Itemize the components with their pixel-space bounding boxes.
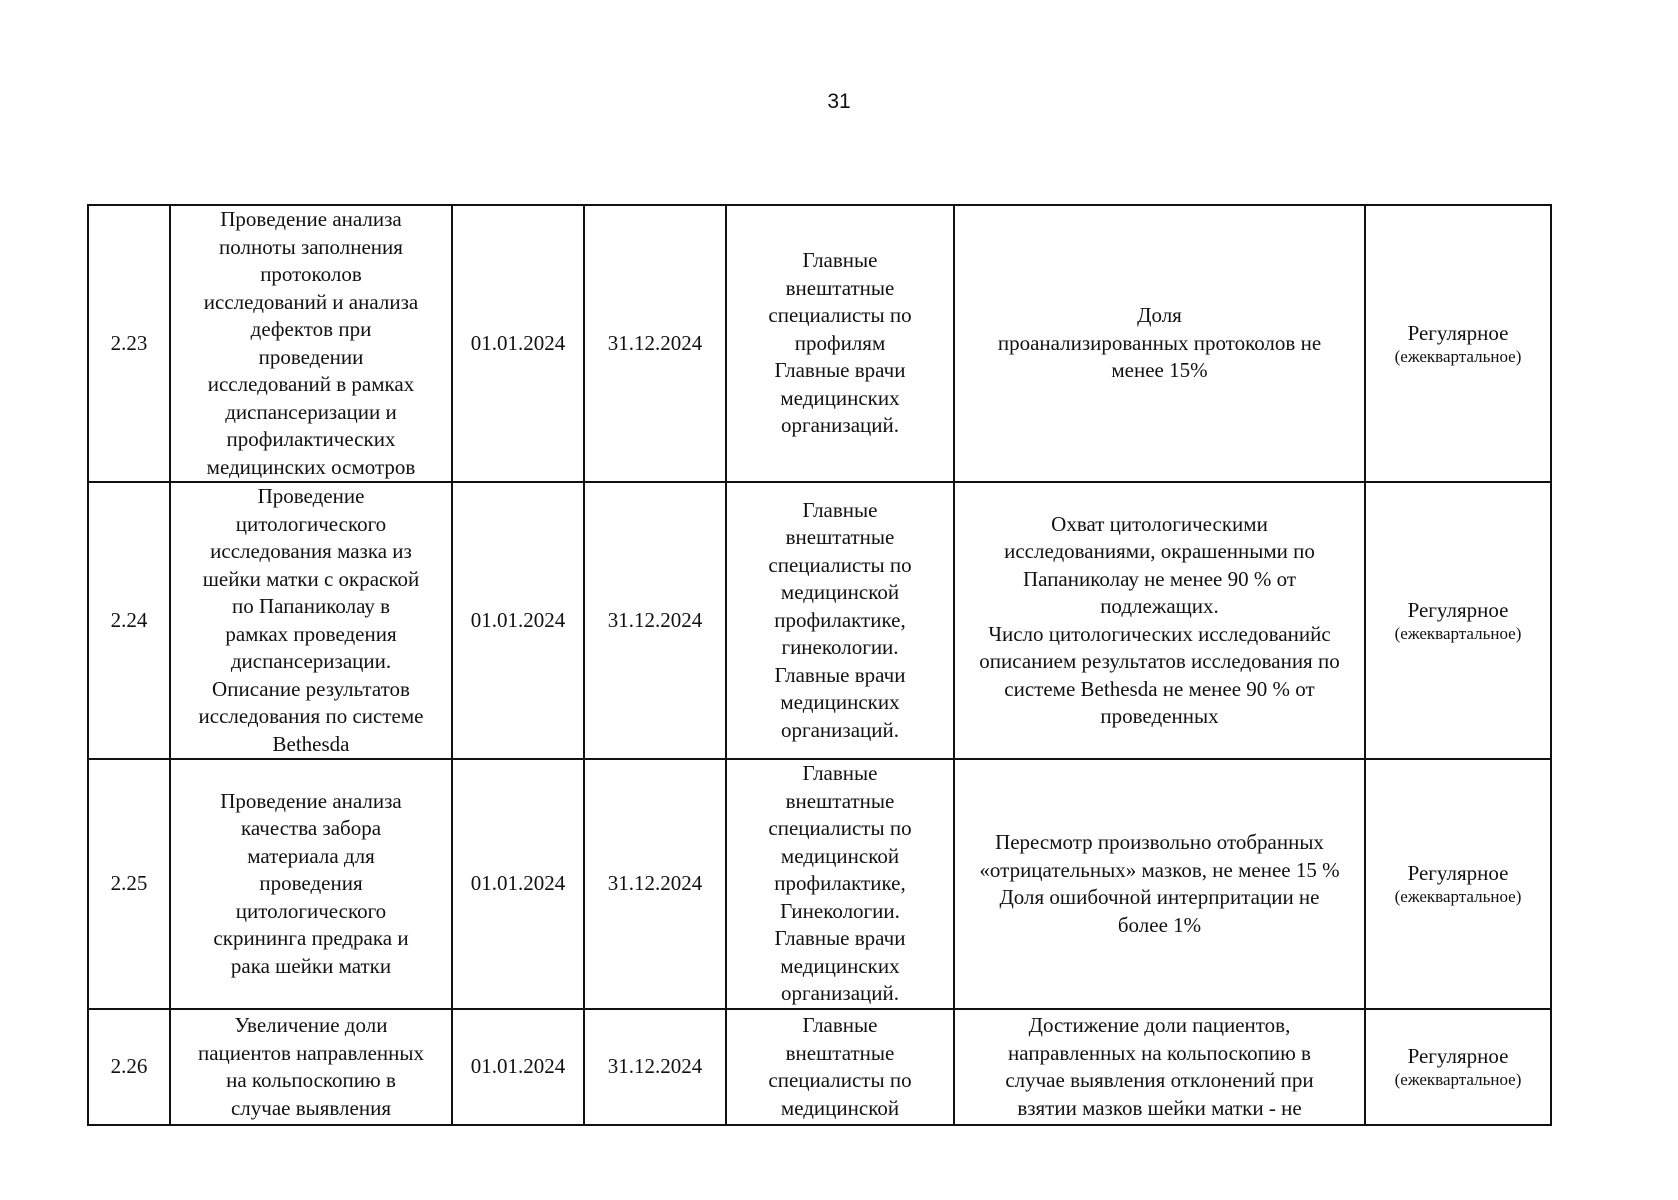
frequency-detail: (ежеквартальное) [1394,887,1522,906]
table-row [88,205,1551,482]
table-row [88,759,1551,1009]
item-number: 2.25 [88,759,170,1009]
responsible-persons: Главные внештатные специалисты по профилям Главные врачи медицинских организаций. [726,205,954,482]
frequency [1365,759,1551,1009]
page-number: 31 [827,90,851,113]
item-number: 2.23 [88,205,170,482]
frequency-detail: (ежеквартальное) [1394,346,1522,366]
frequency [1365,1009,1551,1125]
responsible-persons: Главные внештатные специалисты по медицинской профилактике, Гинекологии. Главные врачи медицинских организаций. [726,759,954,1009]
frequency-label: Регулярное [1407,320,1509,345]
expected-result: Пересмотр произвольно отобранных «отрицательных» мазков, не менее 15 % Доля ошибочной интерпритации не более 1% [954,759,1365,1009]
frequency [1365,482,1551,759]
frequency-label: Регулярное [1407,1044,1509,1068]
frequency [1365,205,1551,482]
expected-result: Доля проанализированных протоколов не менее 15% [954,205,1365,482]
activity-description: Увеличение доли пациентов направленных на кольпоскопию в случае выявления [170,1009,452,1125]
end-date: 31.12.2024 [584,1009,726,1125]
end-date: 31.12.2024 [584,482,726,759]
expected-result: Достижение доли пациентов, направленных на кольпоскопию в случае выявления отклонений при взятии мазков шейки матки - не [954,1009,1365,1125]
table-row [88,1009,1551,1125]
end-date: 31.12.2024 [584,205,726,482]
end-date: 31.12.2024 [584,759,726,1009]
activity-description: Проведение анализа качества забора материала для проведения цитологического скрининга предрака и рака шейки матки [170,759,452,1009]
start-date: 01.01.2024 [452,205,584,482]
table-row [88,482,1551,759]
expected-result: Охват цитологическими исследованиями, окрашенными по Папаниколау не менее 90 % от подлежащих. Число цитологических исследованийс описанием результатов исследования по системе Bethesda не менее 90 % от проведенных [954,482,1365,759]
item-number: 2.26 [88,1009,170,1125]
frequency-label: Регулярное [1407,861,1509,885]
activity-description: Проведение анализа полноты заполнения протоколов исследований и анализа дефектов при проведении исследований в рамках диспансеризации и профилактических медицинских осмотров [170,205,452,482]
start-date: 01.01.2024 [452,1009,584,1125]
frequency-detail: (ежеквартальное) [1394,1070,1522,1089]
responsible-persons: Главные внештатные специалисты по медицинской профилактике, гинекологии. Главные врачи медицинских организаций. [726,482,954,759]
activity-description: Проведение цитологического исследования мазка из шейки матки с окраской по Папаниколау в рамках проведения диспансеризации. Описание результатов исследования по системе Bethesda [170,482,452,759]
responsible-persons: Главные внештатные специалисты по медицинской [726,1009,954,1125]
frequency-detail: (ежеквартальное) [1394,623,1522,643]
start-date: 01.01.2024 [452,482,584,759]
activity-plan-table [87,204,1552,1126]
frequency-label: Регулярное [1407,597,1509,622]
item-number: 2.24 [88,482,170,759]
start-date: 01.01.2024 [452,759,584,1009]
